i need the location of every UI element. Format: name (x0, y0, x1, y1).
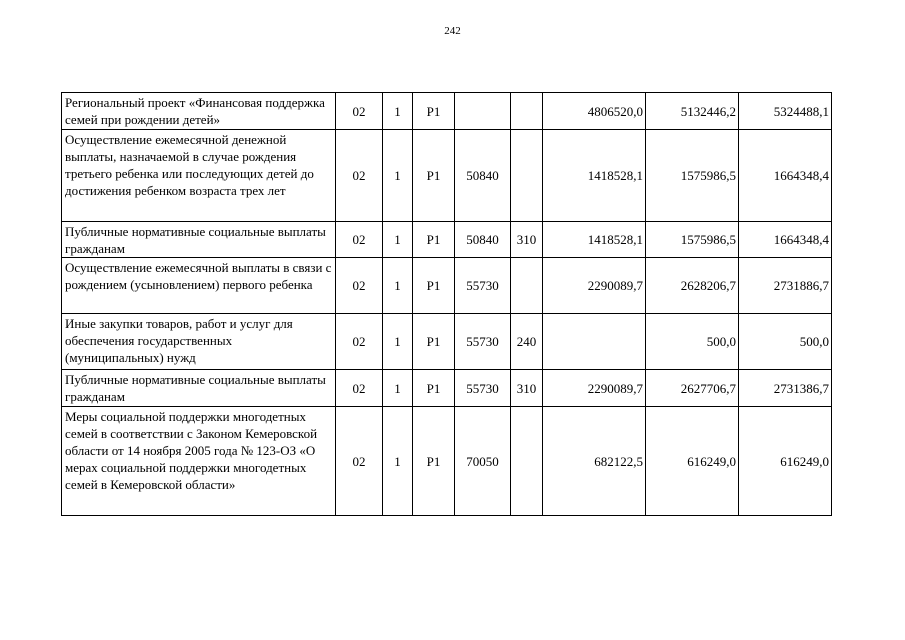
amount-year-1: 682122,5 (543, 407, 646, 516)
amount-year-2: 5132446,2 (646, 93, 739, 130)
amount-year-3: 1664348,4 (739, 222, 832, 258)
row-name: Региональный проект «Финансовая поддержка семей при рождении детей» (62, 93, 336, 130)
row-name: Осуществление ежемесячной выплаты в связи с рождением (усыновлением) первого ребенка (62, 258, 336, 314)
table-row (62, 370, 832, 407)
expense-type-code: 310 (511, 222, 543, 258)
row-name: Меры социальной поддержки многодетных семей в соответствии с Законом Кемеровской области от 14 ноября 2005 года № 123-ОЗ «О мерах социальной поддержки многодетных семей в Кемеровской области» (62, 407, 336, 516)
table-row (62, 93, 832, 130)
amount-year-2: 2628206,7 (646, 258, 739, 314)
subsection-code: 1 (383, 258, 413, 314)
row-name: Иные закупки товаров, работ и услуг для обеспечения государственных (муниципальных) нужд (62, 314, 336, 370)
table-row (62, 314, 832, 370)
expense-type-code (511, 258, 543, 314)
amount-year-1 (543, 314, 646, 370)
amount-year-3: 616249,0 (739, 407, 832, 516)
subsection-code: 1 (383, 314, 413, 370)
project-code: Р1 (413, 407, 455, 516)
section-code: 02 (336, 370, 383, 407)
target-code: 50840 (455, 222, 511, 258)
project-code: Р1 (413, 314, 455, 370)
target-code: 50840 (455, 130, 511, 222)
target-code: 55730 (455, 258, 511, 314)
subsection-code: 1 (383, 222, 413, 258)
amount-year-2: 1575986,5 (646, 130, 739, 222)
expense-type-code (511, 130, 543, 222)
target-code (455, 93, 511, 130)
amount-year-3: 500,0 (739, 314, 832, 370)
project-code: Р1 (413, 130, 455, 222)
expense-type-code: 240 (511, 314, 543, 370)
section-code: 02 (336, 407, 383, 516)
expense-type-code: 310 (511, 370, 543, 407)
table-row (62, 130, 832, 222)
amount-year-3: 2731386,7 (739, 370, 832, 407)
amount-year-1: 4806520,0 (543, 93, 646, 130)
target-code: 55730 (455, 314, 511, 370)
table-row (62, 258, 832, 314)
amount-year-1: 2290089,7 (543, 258, 646, 314)
project-code: Р1 (413, 370, 455, 407)
amount-year-2: 500,0 (646, 314, 739, 370)
project-code: Р1 (413, 222, 455, 258)
amount-year-1: 2290089,7 (543, 370, 646, 407)
table-row (62, 407, 832, 516)
subsection-code: 1 (383, 407, 413, 516)
amount-year-1: 1418528,1 (543, 130, 646, 222)
expense-type-code (511, 407, 543, 516)
page-number: 242 (444, 25, 461, 37)
row-name: Публичные нормативные социальные выплаты гражданам (62, 222, 336, 258)
amount-year-3: 5324488,1 (739, 93, 832, 130)
section-code: 02 (336, 93, 383, 130)
subsection-code: 1 (383, 130, 413, 222)
amount-year-3: 2731886,7 (739, 258, 832, 314)
table-row (62, 222, 832, 258)
target-code: 55730 (455, 370, 511, 407)
amount-year-2: 1575986,5 (646, 222, 739, 258)
section-code: 02 (336, 314, 383, 370)
expense-type-code (511, 93, 543, 130)
amount-year-3: 1664348,4 (739, 130, 832, 222)
subsection-code: 1 (383, 93, 413, 130)
row-name: Публичные нормативные социальные выплаты гражданам (62, 370, 336, 407)
project-code: Р1 (413, 93, 455, 130)
subsection-code: 1 (383, 370, 413, 407)
section-code: 02 (336, 258, 383, 314)
amount-year-1: 1418528,1 (543, 222, 646, 258)
project-code: Р1 (413, 258, 455, 314)
budget-table (61, 92, 832, 516)
target-code: 70050 (455, 407, 511, 516)
amount-year-2: 616249,0 (646, 407, 739, 516)
amount-year-2: 2627706,7 (646, 370, 739, 407)
row-name: Осуществление ежемесячной денежной выплаты, назначаемой в случае рождения третьего ребенка или последующих детей до достижения ребенком возраста трех лет (62, 130, 336, 222)
section-code: 02 (336, 222, 383, 258)
section-code: 02 (336, 130, 383, 222)
